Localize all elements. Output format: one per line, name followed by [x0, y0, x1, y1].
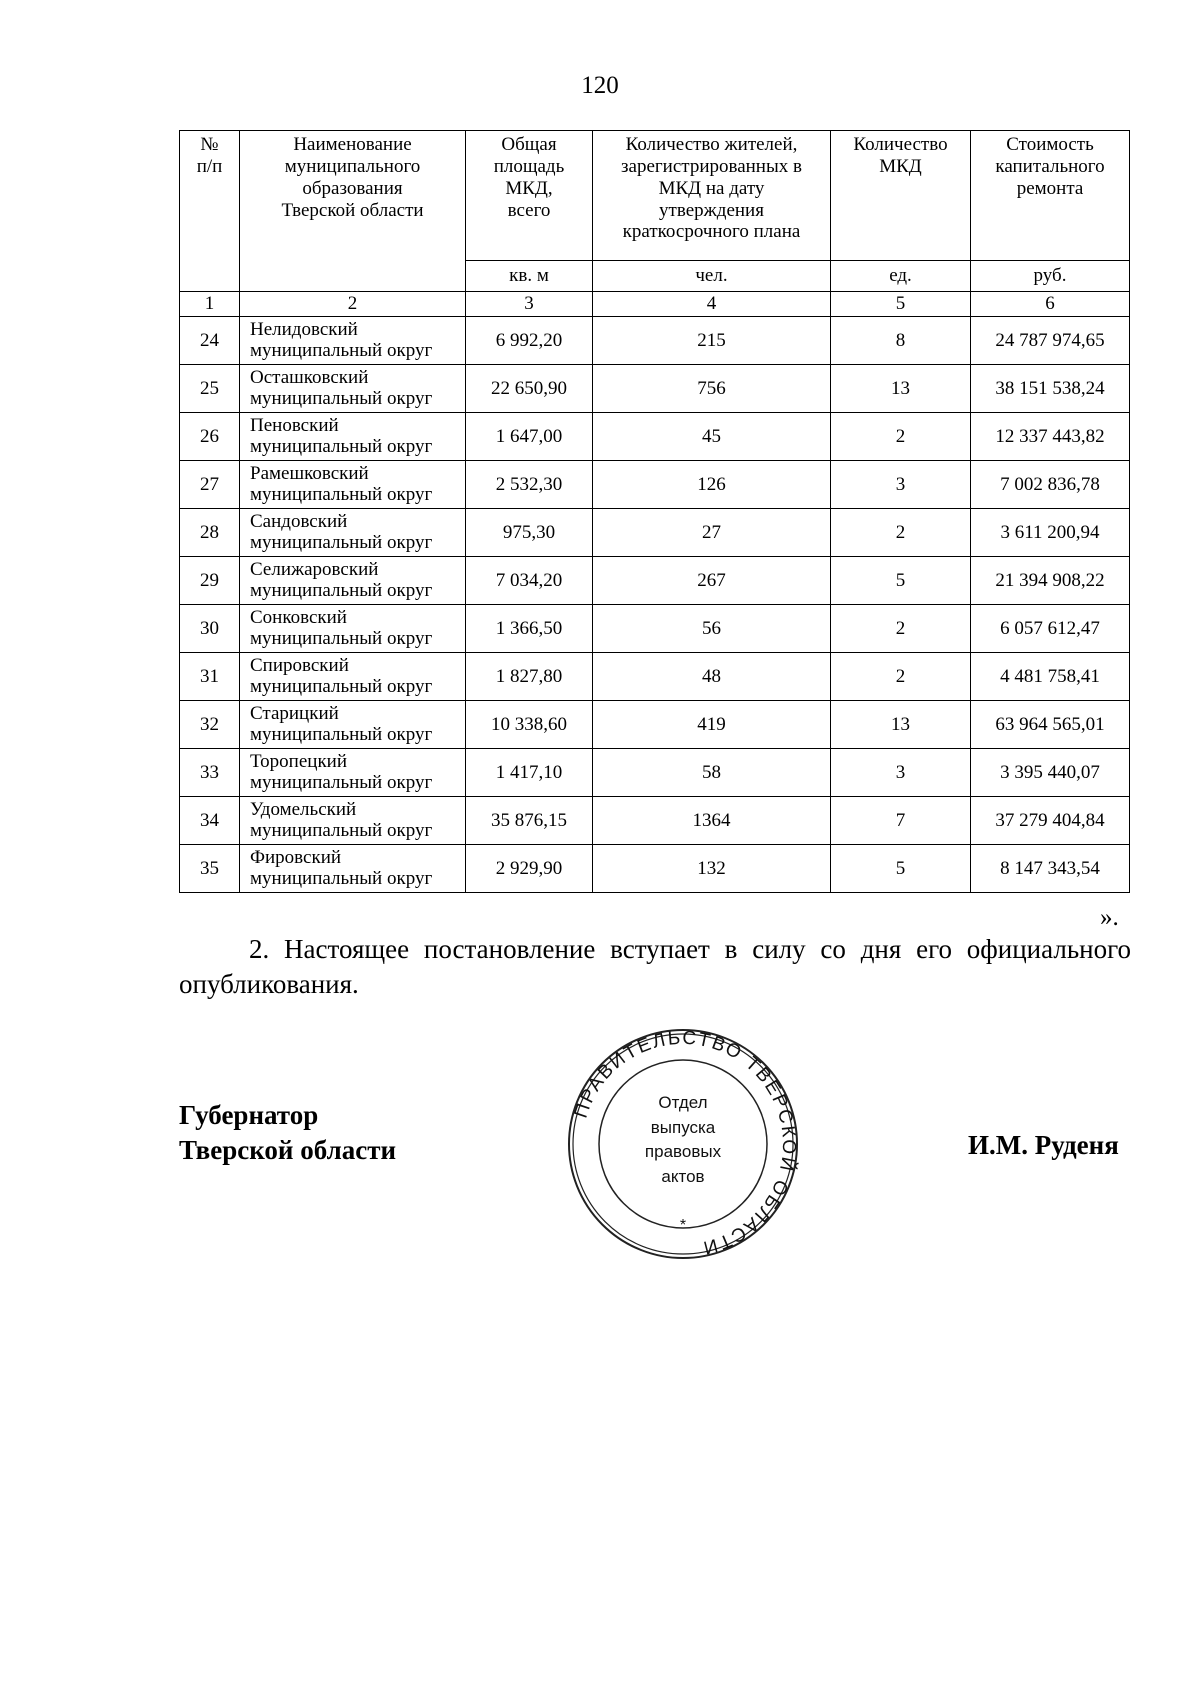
signatory-name: И.М. Руденя [968, 1130, 1119, 1160]
cell-count: 13 [831, 701, 971, 749]
cell-name-line: муниципальный округ [250, 771, 433, 793]
cell-area: 1 366,50 [466, 605, 593, 653]
seal-center-line: актов [661, 1166, 705, 1186]
closing-quote: ». [1100, 904, 1119, 931]
cell-num: 25 [180, 365, 240, 413]
header-area [466, 131, 593, 261]
table-row [180, 365, 1130, 413]
header-line: всего [507, 199, 551, 221]
signatory-title [179, 1098, 396, 1168]
cell-num: 34 [180, 797, 240, 845]
seal-center-line: правовых [644, 1142, 722, 1162]
header-line: зарегистрированных в [621, 155, 802, 177]
cell-count: 2 [831, 413, 971, 461]
header-line: Стоимость [1006, 134, 1094, 155]
cell-name [240, 845, 466, 893]
cell-residents: 48 [593, 653, 831, 701]
unit-area: кв. м [466, 261, 593, 292]
unit-cost: руб. [971, 261, 1130, 292]
cell-residents: 1364 [593, 797, 831, 845]
cell-num: 26 [180, 413, 240, 461]
seal-center-text [566, 1091, 800, 1190]
cell-cost: 12 337 443,82 [971, 413, 1130, 461]
cell-name-line: Сандовский [250, 510, 348, 532]
cell-count: 2 [831, 653, 971, 701]
table-row [180, 749, 1130, 797]
cell-name [240, 413, 466, 461]
header-num [180, 131, 240, 292]
header-count [831, 131, 971, 261]
header-line: площадь [493, 155, 565, 177]
cell-area: 7 034,20 [466, 557, 593, 605]
header-line: Тверской области [281, 199, 424, 221]
cell-cost: 3 611 200,94 [971, 509, 1130, 557]
cell-residents: 45 [593, 413, 831, 461]
header-line: п/п [196, 155, 223, 177]
table-header-row [180, 131, 1130, 261]
column-number: 5 [831, 292, 971, 317]
cell-area: 1 417,10 [466, 749, 593, 797]
cell-cost: 7 002 836,78 [971, 461, 1130, 509]
cell-area: 22 650,90 [466, 365, 593, 413]
cell-name-line: муниципальный округ [250, 867, 433, 889]
table-row [180, 557, 1130, 605]
cell-residents: 132 [593, 845, 831, 893]
cell-count: 5 [831, 557, 971, 605]
column-number: 2 [240, 292, 466, 317]
cell-cost: 6 057 612,47 [971, 605, 1130, 653]
header-line: капитального [995, 155, 1105, 177]
cell-name [240, 509, 466, 557]
cell-name-line: Нелидовский [250, 318, 358, 340]
column-number: 1 [180, 292, 240, 317]
cell-area: 10 338,60 [466, 701, 593, 749]
capital-repair-table [179, 130, 1130, 893]
column-number: 3 [466, 292, 593, 317]
cell-residents: 756 [593, 365, 831, 413]
cell-area: 2 929,90 [466, 845, 593, 893]
cell-area: 1 827,80 [466, 653, 593, 701]
cell-cost: 3 395 440,07 [971, 749, 1130, 797]
cell-name-line: Осташковский [250, 366, 369, 388]
cell-name-line: муниципальный округ [250, 675, 433, 697]
cell-count: 2 [831, 605, 971, 653]
cell-num: 31 [180, 653, 240, 701]
cell-cost: 8 147 343,54 [971, 845, 1130, 893]
table-row [180, 701, 1130, 749]
cell-name-line: Старицкий [250, 702, 339, 724]
column-number: 6 [971, 292, 1130, 317]
cell-num: 29 [180, 557, 240, 605]
cell-name [240, 749, 466, 797]
cell-name-line: муниципальный округ [250, 627, 433, 649]
cell-name-line: муниципальный округ [250, 387, 433, 409]
cell-residents: 267 [593, 557, 831, 605]
table-row [180, 461, 1130, 509]
table-row [180, 509, 1130, 557]
signatory-title-line: Тверской области [179, 1135, 397, 1166]
table-row [180, 653, 1130, 701]
cell-name-line: муниципальный округ [250, 483, 433, 505]
cell-num: 35 [180, 845, 240, 893]
cell-count: 3 [831, 749, 971, 797]
cell-name-line: Удомельский [250, 798, 357, 820]
cell-num: 30 [180, 605, 240, 653]
header-line: Количество [853, 134, 948, 155]
header-name [240, 131, 466, 292]
cell-cost: 38 151 538,24 [971, 365, 1130, 413]
cell-count: 7 [831, 797, 971, 845]
cell-count: 3 [831, 461, 971, 509]
cell-area: 2 532,30 [466, 461, 593, 509]
header-line: Общая [501, 134, 557, 155]
cell-num: 28 [180, 509, 240, 557]
header-line: МКД, [505, 177, 553, 199]
cell-name-line: муниципальный округ [250, 339, 433, 361]
cell-residents: 419 [593, 701, 831, 749]
official-seal [566, 1027, 800, 1261]
cell-area: 1 647,00 [466, 413, 593, 461]
table-row [180, 845, 1130, 893]
cell-cost: 4 481 758,41 [971, 653, 1130, 701]
cell-name [240, 605, 466, 653]
cell-name-line: Спировский [250, 654, 349, 676]
cell-name-line: Торопецкий [250, 750, 348, 772]
cell-residents: 27 [593, 509, 831, 557]
cell-count: 5 [831, 845, 971, 893]
header-line: утверждения [659, 199, 764, 221]
header-line: ремонта [1016, 177, 1084, 199]
cell-num: 32 [180, 701, 240, 749]
header-line: МКД на дату [658, 177, 765, 199]
header-line: краткосрочного плана [622, 221, 801, 243]
table-row [180, 317, 1130, 365]
cell-area: 35 876,15 [466, 797, 593, 845]
header-line: Наименование [293, 134, 412, 155]
header-line: № [200, 134, 219, 155]
seal-center-line: выпуска [650, 1117, 716, 1137]
cell-name-line: Фировский [250, 846, 342, 868]
cell-cost: 21 394 908,22 [971, 557, 1130, 605]
cell-num: 33 [180, 749, 240, 797]
cell-residents: 126 [593, 461, 831, 509]
cell-name [240, 701, 466, 749]
cell-name [240, 317, 466, 365]
cell-residents: 56 [593, 605, 831, 653]
cell-area: 975,30 [466, 509, 593, 557]
cell-cost: 63 964 565,01 [971, 701, 1130, 749]
seal-ring-text: ПРАВИТЕЛЬСТВО ТВЕРСКОЙ ОБЛАСТИ [570, 1027, 800, 1259]
header-line: МКД [879, 155, 922, 177]
column-numbers-row [180, 292, 1130, 317]
cell-name-line: Селижаровский [250, 558, 379, 580]
unit-count: ед. [831, 261, 971, 292]
cell-name [240, 365, 466, 413]
table-row [180, 797, 1130, 845]
cell-residents: 215 [593, 317, 831, 365]
header-residents [593, 131, 831, 261]
signatory-title-line: Губернатор [179, 1100, 319, 1130]
cell-name-line: Рамешковский [250, 462, 369, 484]
cell-count: 13 [831, 365, 971, 413]
column-number: 4 [593, 292, 831, 317]
cell-name-line: Пеновский [250, 414, 339, 436]
cell-area: 6 992,20 [466, 317, 593, 365]
header-cost [971, 131, 1130, 261]
cell-count: 2 [831, 509, 971, 557]
cell-name-line: муниципальный округ [250, 531, 433, 553]
cell-name-line: Сонковский [250, 606, 347, 628]
cell-num: 27 [180, 461, 240, 509]
cell-cost: 24 787 974,65 [971, 317, 1130, 365]
cell-name-line: муниципальный округ [250, 819, 433, 841]
effective-date-paragraph: 2. Настоящее постановление вступает в силу со дня его официального опубликования. [179, 934, 1131, 1000]
cell-name [240, 461, 466, 509]
header-line: Количество жителей, [625, 134, 798, 155]
table-row [180, 605, 1130, 653]
table-row [180, 413, 1130, 461]
page-number: 120 [581, 72, 619, 99]
cell-name [240, 797, 466, 845]
cell-residents: 58 [593, 749, 831, 797]
unit-residents: чел. [593, 261, 831, 292]
cell-num: 24 [180, 317, 240, 365]
cell-name-line: муниципальный округ [250, 723, 433, 745]
cell-cost: 37 279 404,84 [971, 797, 1130, 845]
cell-name [240, 653, 466, 701]
cell-name [240, 557, 466, 605]
cell-count: 8 [831, 317, 971, 365]
cell-name-line: муниципальный округ [250, 435, 433, 457]
header-line: образования [302, 177, 403, 199]
cell-name-line: муниципальный округ [250, 579, 433, 601]
seal-star: * [679, 1217, 687, 1234]
header-line: муниципального [284, 155, 421, 177]
seal-center-line: Отдел [658, 1093, 708, 1112]
